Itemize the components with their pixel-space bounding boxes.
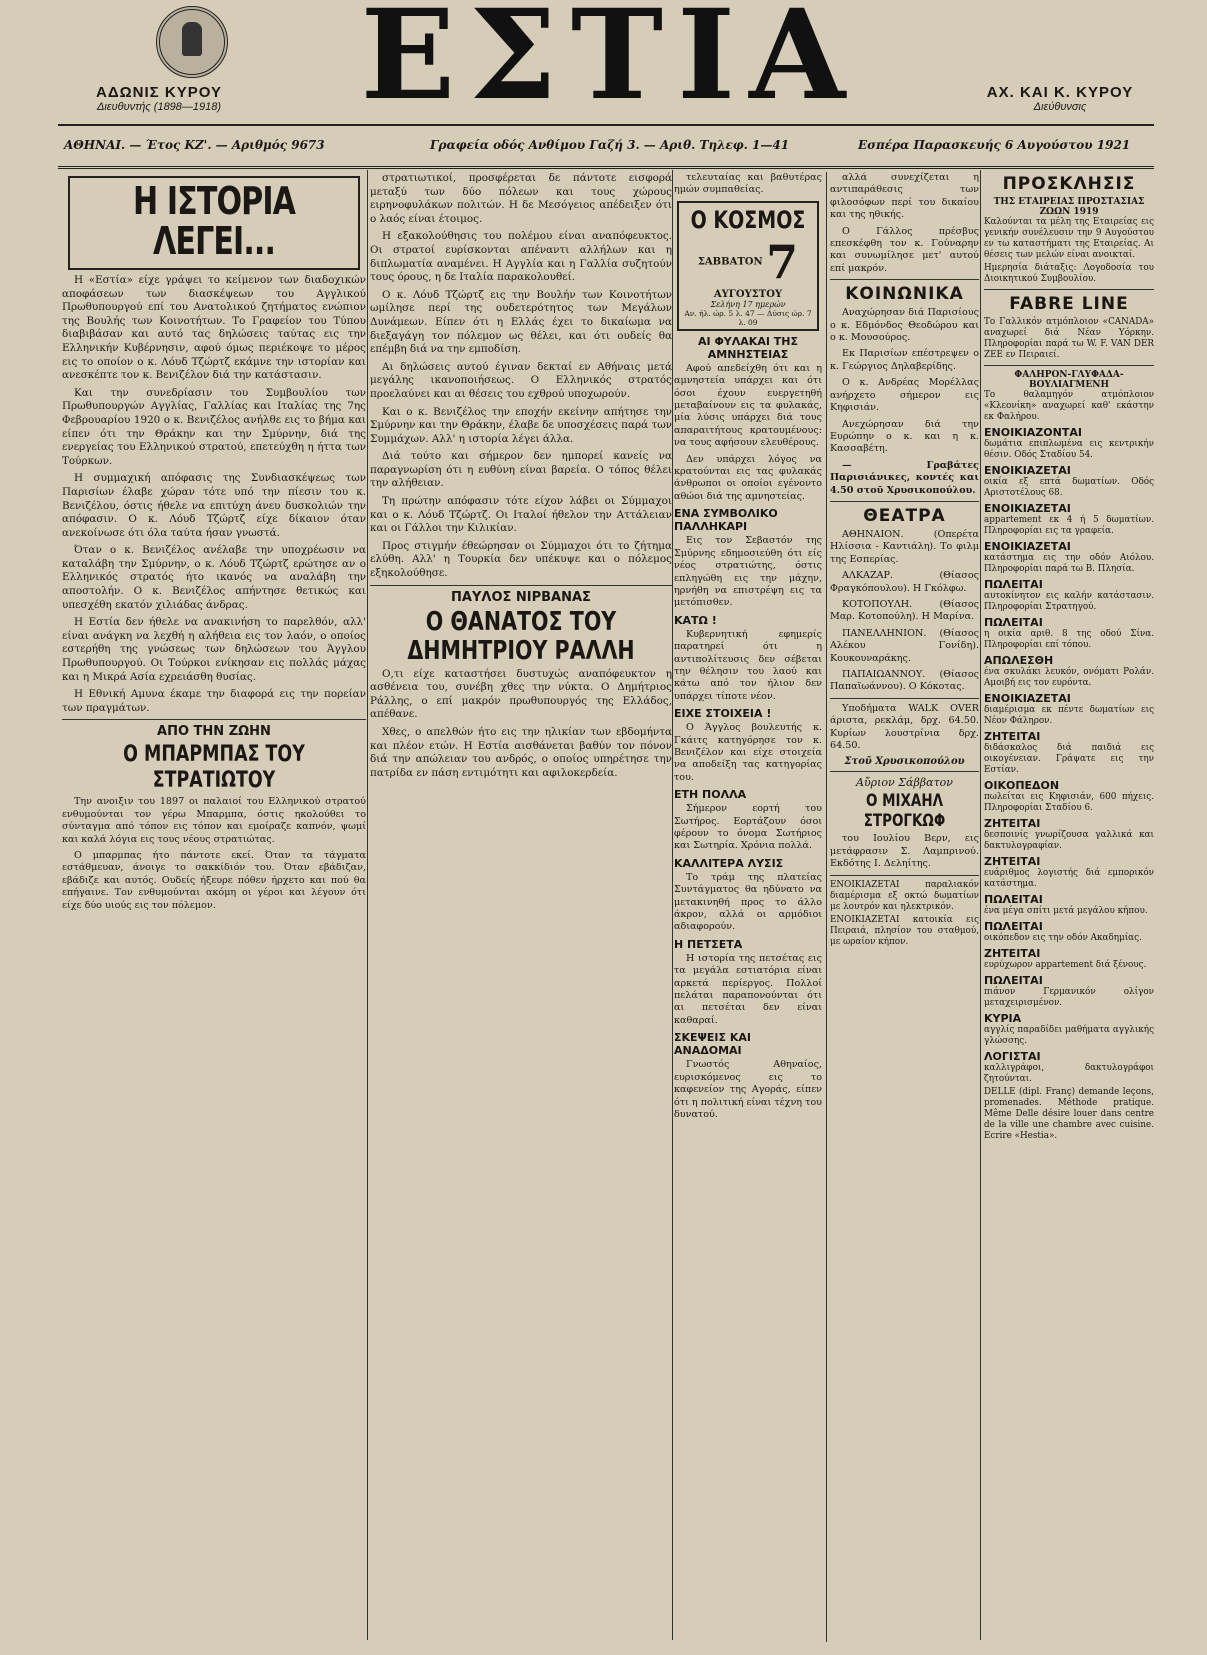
classified-ad-text: πωλείται εις Κηφισιάν, 600 πήχεις. Πληροφορίαι Σταδίου 6. [984, 792, 1154, 813]
article-paragraph: Ο κ. Λόυδ Τζώρτζ εις την Βουλήν των Κοινοτήτων ωμίλησε περί της ουδετερότητος των Μεγάλων Δυνάμεων. Είπεν ότι η Ελλάς έχει το δικαίωμα να διεξαγάγη τον πόλεμον ως θέλει, και ότι ουδείς θα επέμβη διά να την εμποδίση. [370, 288, 672, 356]
ad-notice: — Γραβάτες Παρισιάνικες, κοντές και 4.50 στοῦ Χρυσικοπούλου. [830, 459, 979, 496]
classified-ad-heading: ΠΩΛΕΙΤΑΙ [984, 893, 1043, 906]
theatre-item: ΑΘΗΝΑΙΟΝ. (Οπερέτα Ηλίσσια - Καντιάλη). Το φιλμ της Εσπερίας. [830, 528, 979, 565]
article-paragraph: Αι δηλώσεις αυτού έγιναν δεκταί εν Αθήναις μετά μεγάλης ικανοποιήσεως. Ο Ελληνικός στρατός προελαύνει και αι θέσεις του εχθρού υποχωρούν. [370, 360, 672, 400]
classified-ad: DELLE (dipl. Franç) demande leçons, promenades. Méthode pratique. Même Delle désire louer dans centre de la ville une chambre avec cuisine. Ecrire «Hestia». [984, 1087, 1154, 1141]
classified-ad-heading: ΕΝΟΙΚΙΑΖΕΤΑΙ [984, 502, 1071, 515]
theatre-item: ΚΟΤΟΠΟΥΛΗ. (Θίασος Μαρ. Κοτοπούλη). Η Μαρίνα. [830, 598, 979, 623]
article-paragraph: Προς στιγμήν έθεώρησαν οι Σύμμαχοι ότι το ζήτημα ελύθη. Αλλ' η Τουρκία δεν υπέκυψε και ο πόλεμος εξηκολούθησε. [370, 539, 672, 580]
section-heading: ΚΑΤΩ ! [674, 613, 717, 627]
classified-ad-text: οικία εξ επτά δωματίων. Οδός Αριστοτέλους 68. [984, 477, 1154, 498]
article-paragraph: Η ιστορία της πετσέτας εις τα μεγάλα εστιατόρια είναι αρκετά περίεργος. Πολλοί πελάται παραπονούνται ότι αι πετσέται δεν είναι καθαραί. [674, 952, 822, 1026]
article-paragraph: Ο Γάλλος πρέσβυς επεσκέφθη τον κ. Γούναρην και συνωμίλησε μετ' αυτού επί μακρόν. [830, 225, 979, 274]
headline-box [68, 176, 360, 270]
classified-ad-text: η οικία αριθ. 8 της οδού Σίνα. Πληροφορίαι επί τόπου. [984, 629, 1154, 650]
theatre-item: ΑΛΚΑΖΑΡ. (Θίασος Φραγκόπουλου). Η Γκόλφω. [830, 570, 979, 594]
kosmos-day-number: 7 [766, 234, 799, 289]
notice-text: Καλούνται τα μέλη της Εταιρείας εις γενικήν συνέλευσιν την 9 Αυγούστου εν τω καταστήματι της Εταιρείας. Αι θέσεις των μελών είναι ανοικταί. [984, 217, 1154, 260]
article-paragraph: Η εξακολούθησις του πολέμου είναι αναπόφευκτος. Οι στρατοί ευρίσκονται απέναντι αλλήλων και η διπλωματία αναμένει. Η Αγγλία και η Γαλλία συζητούν τους όρους, η δε Ιταλία παρακολουθεί. [370, 230, 672, 284]
section-heading: ΣΚΕΨΕΙΣ ΚΑΙ ΑΝΑΔΟΜΑΙ [674, 1031, 751, 1058]
classified-ad-heading: ΕΝΟΙΚΙΑΖΟΝΤΑΙ [984, 426, 1082, 439]
article-paragraph: Η συμμαχική απόφασις της Συνδιασκέψεως των Παρισίων έλαβε χώραν τότε υπό την πίεσιν του κ. Βενιζέλου, όστις ήθελε να επιτύχη άνευ δυσκολιών την απόφασιν. Ο κ. Λόυδ Τζώρτζ είχε δίκαιον όταν ανεκοίνωσε ότι όλα ταύτα ήσαν γνωστά. [62, 472, 366, 539]
section-heading: ΘΕΑΤΡΑ [863, 505, 946, 526]
column-1 [62, 172, 366, 1642]
article-paragraph: του Ιουλίου Βερν, εις μετάφρασιν Σ. Λαμπρινού. Εκδότης Ι. Δεληίτης. [830, 833, 979, 870]
section-heading: ΕΙΧΕ ΣΤΟΙΧΕΙΑ ! [674, 707, 772, 721]
classified-ad-heading: ΖΗΤΕΙΤΑΙ [984, 730, 1041, 743]
column-2 [370, 172, 672, 1642]
classified-ad-heading: ΕΝΟΙΚΙΑΖΕΤΑΙ [984, 464, 1071, 477]
issue-number: ΑΘΗΝΑΙ. — Έτος ΚΖ'. — Αριθμός 9673 [64, 138, 325, 152]
section-subheading: ΤΗΣ ΕΤΑΙΡΕΙΑΣ ΠΡΟΣΤΑΣΙΑΣ ΖΩΩΝ 1919 [993, 197, 1145, 217]
lead-headline: Η ΙΣΤΟΡΙΑ ΛΕΓΕΙ... [132, 179, 296, 263]
kosmos-box [677, 201, 819, 331]
classified-ad-heading: ΚΥΡΙΑ [984, 1012, 1022, 1025]
article-paragraph: Και ο κ. Βενιζέλος την εποχήν εκείνην απήτησε την Σμύρνην και την Θράκην, έλαβε δε υποσχέσεις παρά των Συμμάχων. Αλλ' η ιστορία λέγει άλλα. [370, 405, 672, 445]
notice-text: Το Γαλλικόν ατμόπλοιον «CANADA» αναχωρεί διά Νέαν Υόρκην. Πληροφορίαι παρά τω W. F. VAN DER ZEE εν Πειραιεί. [984, 317, 1154, 360]
section-heading: ΕΝΑ ΣΥΜΒΟΛΙΚΟ ΠΑΛΛΗΚΑΡΙ [674, 507, 778, 534]
classified-ad-heading: ΖΗΤΕΙΤΑΙ [984, 817, 1041, 830]
classified-ad-text: ένα σκυλάκι λευκόν, ονόματι Ρολάν. Αμοιβή εις τον ευρόντα. [984, 667, 1154, 688]
article-paragraph: Την ανοιξιν του 1897 οι παλαιοί του Ελληνικού στρατού ενθυμούνται τον γέρω Μπαρμπα, όστις ηκολούθει το σύνταγμα από τόπον εις τόπον και εμοίραζε καπνόν, ψωμί και καλά λόγια εις τους νέους στρατιώτας. [62, 796, 366, 845]
story-title: Ο ΜΠΑΡΜΠΑΣ ΤΟΥ ΣΤΡΑΤΙΩΤΟΥ [123, 742, 305, 794]
article-paragraph: Κυβερνητική εφημερίς παρατηρεί ότι η αντιπολίτευσις δεν σέβεται την θέλησιν του λαού και κάτω από τον ήλιον δεν υπάρχει τίποτε νέον. [674, 628, 822, 702]
classified-ad-text: δεσποινίς γνωρίζουσα γαλλικά και δακτυλογραφίαν. [984, 830, 1154, 851]
dateline-bar [58, 124, 1154, 169]
classified-ad-heading: ΠΩΛΕΙΤΑΙ [984, 578, 1043, 591]
kosmos-date [681, 235, 815, 300]
article-paragraph: Γνωστός Αθηναίος, ευρισκόμενος εις το καφενείον της Αγοράς, είπεν ότι η πολιτική είναι τέχνη του δυνατού. [674, 1059, 822, 1120]
serial-title: Ο ΜΙΧΑΗΛ ΣΤΡΟΓΚΩΦ [863, 791, 946, 832]
classified-ad-text: ευρύχωρον appartement διά ξένους. [984, 960, 1147, 970]
classified-ad-text: διαμέρισμα εκ πέντε δωματίων εις Νέον Φάληρον. [984, 705, 1154, 726]
classified-ad: ΕΝΟΙΚΙΑΖΕΤΑΙ παραλιακόν διαμέρισμα εξ οκτώ δωματίων με λουτρόν και ηλεκτρικόν. [830, 879, 979, 912]
classified-ad: ΕΝΟΙΚΙΑΖΕΤΑΙ κατοικία εις Πειραιά, πλησίον του σταθμού, με ωραίον κήπον. [830, 914, 979, 947]
classified-ad-text: αυτοκίνητον εις καλήν κατάστασιν. Πληροφορίαι Στρατηγού. [984, 591, 1154, 612]
article-paragraph: Ο Άγγλος βουλευτής κ. Γκάιτς κατηγόρησε τον κ. Βενιζέλον και είχε στοιχεία να αποδείξη τας κατηγορίας του. [674, 722, 822, 783]
article-paragraph: στρατιωτικοί, προσφέρεται δε πάντοτε εισφορά μεταξύ των δύο πόλεων και τους χώρους ειρηνοφυλάκων πολιτών. Η δε Μεσόγειος απέδειξεν ότι ο λαός είναι έτοιμος. [370, 172, 672, 225]
article-paragraph: Η Εθνική Αμυνα έκαμε την διαφορά εις την πορείαν των πραγμάτων. [62, 688, 366, 714]
kosmos-day: ΣΑΒΒΑΤΟΝ [697, 256, 763, 268]
office-address: Γραφεία οδός Ανθίμου Γαζή 3. — Αριθ. Τηλεφ. 1—41 [430, 138, 790, 152]
classified-ad-text: κατάστημα εις την οδόν Αιόλου. Πληροφορίαι παρά τω Β. Πλησία. [984, 553, 1154, 574]
article-paragraph: Σήμερον εορτή του Σωτήρος. Εορτάζουν όσοι φέρουν το όνομα Σωτήριος και Σωτηρία. Χρόνια πολλά. [674, 803, 822, 852]
notice-text: Το θαλαμηγόν ατμόπλοιον «Κλεονίκη» αναχωρεί καθ' εκάστην εκ Φαλήρου. [984, 390, 1154, 422]
section-heading: ΠΡΟΣΚΛΗΣΙΣ [1002, 174, 1136, 194]
classified-ad-heading: ΟΙΚΟΠΕΔΟΝ [984, 779, 1060, 792]
column-3 [674, 172, 979, 1642]
article-paragraph: Χθες, ο απελθών ήτο εις την ηλικίαν των εβδομήντα και πλέον ετών. Η Εστία αισθάνεται βαθύν τον πόνον διά την απώλειαν του ανδρός, ο οποίος υπηρέτησε την πατρίδα εν πάση εντιμότητι και αφιλοκερδεία. [370, 726, 672, 779]
classified-ads [984, 426, 1154, 1085]
classified-ad-text: αγγλίς παραδίδει μαθήματα αγγλικής γλώσσης. [984, 1025, 1154, 1046]
society-item: Εκ Παρισίων επέστρεψεν ο κ. Γεώργιος Δηλαβερίδης. [830, 348, 979, 372]
classified-ad-heading: ΛΟΓΙΣΤΑΙ [984, 1050, 1041, 1063]
article-paragraph: Δεν υπάρχει λόγος να κρατούνται εις τας φυλακάς άνθρωποι οι οποίοι εγένοντο αθώοι διά της αμνηστείας. [674, 453, 822, 502]
classified-ad-heading: ΠΩΛΕΙΤΑΙ [984, 920, 1043, 933]
ad-signature: Στοῦ Χρυσικοπούλου [844, 756, 965, 768]
theatre-item: ΠΑΠΑΙΩΑΝΝΟΥ. (Θίασος Παπαϊωάννου). Ο Κόκοτας. [830, 669, 979, 693]
classified-ad-heading: ΠΩΛΕΙΤΑΙ [984, 616, 1043, 629]
classified-ad-heading: ΕΝΟΙΚΙΑΖΕΤΑΙ [984, 692, 1071, 705]
article-paragraph: Η Εστία δεν ήθελε να ανακινήση το παρελθόν, αλλ' είναι ανάγκη να λεχθή η αλήθεια εις τον λαόν, ο οποίος εστερήθη της γνώσεως των δηλώσεων του Άγγλου Πρωθυπουργού. Οι Τούρκοι ενίκησαν εις πολλάς μάχας και η Μικρά Ασία εχρειάσθη θυσίας. [62, 616, 366, 683]
column-3a [674, 172, 822, 1642]
article-paragraph: Τη πρώτην απόφασιν τότε είχον λάβει οι Σύμμαχοι και ο κ. Λόυδ Τζώρτζ. Οι Ιταλοί ήθελον την Αττάλειαν και οι Γάλλοι την Κιλικίαν. [370, 495, 672, 535]
section-heading: ΕΤΗ ΠΟΛΛΑ [674, 788, 747, 802]
founder-block [84, 84, 234, 113]
directors-name: ΑΧ. ΚΑΙ Κ. ΚΥΡΟΥ [986, 84, 1134, 101]
section-heading: ΚΑΛΛΙΤΕΡΑ ΛΥΣΙΣ [674, 856, 784, 870]
classified-ad-heading: ΑΠΩΛΕΣΘΗ [984, 654, 1054, 667]
society-item: Ανεχώρησαν διά την Ευρώπην ο κ. και η κ. Κασσαβέτη. [830, 418, 979, 455]
section-heading: ΑΠΟ ΤΗΝ ΖΩΗΝ [157, 724, 271, 740]
classified-ad-text: πιάνον Γερμανικόν ολίγον μεταχειρισμένον. [984, 987, 1154, 1008]
article-paragraph: τελευταίας και βαθυτέρας ημών συμπαθείας. [674, 172, 822, 196]
classified-ad-text: ένα μέγα σπίτι μετά μεγάλου κήπου. [984, 906, 1148, 916]
section-heading: ΚΟΙΝΩΝΙΚΑ [845, 284, 964, 305]
author-signature: ΠΑΥΛΟΣ ΝΙΡΒΑΝΑΣ [451, 589, 591, 605]
column-3b [830, 172, 979, 1642]
directors-role: Διεύθυνσις [1033, 101, 1087, 113]
article-paragraph: Εις τον Σεβαστόν της Σμύρνης εδημοσιεύθη ότι είς νέος στρατιώτης, όστις επληγώθη εις την μάχην, ηρνήθη να επιστρέψη εις τα μετόπισθεν. [674, 535, 822, 609]
classified-ad-text: οικόπεδον εις την οδόν Ακαδημίας. [984, 933, 1142, 943]
classified-ad-heading: ΖΗΤΕΙΤΑΙ [984, 855, 1041, 868]
section-heading: ΦΑΛΗΡΟΝ-ΓΛΥΦΑΔΑ-ΒΟΥΛΙΑΓΜΕΝΗ [1014, 370, 1124, 390]
classified-ad-text: διδάσκαλος διά παιδιά εις οικογένειαν. Γράψατε εις την Εστίαν. [984, 743, 1154, 775]
classified-ad-text: appartement εκ 4 ή 5 δωματίων. Πληροφορίαι εις τα γραφεία. [984, 515, 1154, 536]
newspaper-title: ΕΣΤΙΑ [360, 0, 860, 128]
classified-ad-text: δωμάτια επιπλωμένα εις κεντρικήν θέσιν. Οδός Σταδίου 54. [984, 439, 1154, 460]
classified-ad-heading: ΠΩΛΕΙΤΑΙ [984, 974, 1043, 987]
article-paragraph: Όταν ο κ. Βενιζέλος ανέλαβε την υποχρέωσιν να καταλάβη την Σμύρνην, ο κ. Λόυδ Τζώρτζ ερώτησε αν ο Ελληνικός στρατός ήτο ικανός να αναλάβη την αποστολήν. Ο κ. Βενιζέλος απήντησε θετικώς και υπεσχέθη εκατόν χιλιάδας άνδρας. [62, 544, 366, 611]
classified-ad-text: ευάριθμος λογιστής διά εμπορικόν κατάστημα. [984, 868, 1154, 889]
classified-ad-heading: ΖΗΤΕΙΤΑΙ [984, 947, 1041, 960]
article-paragraph: Ο,τι είχε καταστήσει δυστυχώς αναπόφευκτον η ασθένεια του, συνέβη χθες την νύκτα. Ο Δημήτριος Ράλλης, ο επί μακρόν πρωθυπουργός της Ελλάδος, απέθανε. [370, 667, 672, 721]
kosmos-moon: Σελήνη 17 ημερών [710, 299, 786, 309]
article-paragraph: αλλά συνεχίζεται η αντιπαράθεσις των φιλοσόφων περί του δικαίου και της ηθικής. [830, 172, 979, 221]
founder-name: ΑΔΩΝΙΣ ΚΥΡΟΥ [96, 84, 222, 101]
classified-ad-heading: ΕΝΟΙΚΙΑΖΕΤΑΙ [984, 540, 1071, 553]
kosmos-month: ΑΥΓΟΥΣΤΟΥ [713, 288, 783, 300]
classified-ad-text: καλλιγράφοι, δακτυλογράφοι ζητούνται. [984, 1063, 1154, 1084]
section-heading: FABRE LINE [1009, 294, 1129, 314]
article-paragraph: Η «Εστία» είχε γράψει το κείμενον των διαδοχικών αποφάσεων των διασκέψεων του Αγγλικού Πρωθυπουργού επί του Ανατολικού ζητήματος ενώπιον της Βουλής των Κοινοτήτων. Το Γραφείον του Τύπου διαβιβάσαν και αυτό τας δηλώσεις ταύτας εις την Ελληνικήν Κυβέρνησιν, αφού όμως περιέκοψε το μέρος εις το οποίον ο κ. Λόυδ Τζώρτζ εκάμνε την ιστορίαν και ανεσκέπτε τον κ. Βενιζέλον διά την κατάστασιν. [62, 274, 366, 382]
obituary-title: Ο ΘΑΝΑΤΟΣ ΤΟΥ ΔΗΜΗΤΡΙΟΥ ΡΑΛΛΗ [407, 606, 635, 666]
issue-date: Εσπέρα Παρασκευής 6 Αυγούστου 1921 [858, 138, 1131, 152]
article-paragraph: Και την συνεδρίασιν του Συμβουλίου των Πρωθυπουργών Αγγλίας, Γαλλίας και Ιταλίας της 7ης Φεβρουαρίου 1920 ο κ. Βενιζέλος ανήλθε εις το βήμα και είπεν ότι την Θράκην και την Σμύρνην, διά της ενεργείας του Ελληνικού στρατού, επετεύχθη η ήττα των Τούρκων. [62, 386, 366, 467]
founder-role: Διευθυντής (1898—1918) [96, 101, 222, 113]
article-paragraph: Το τράμ της πλατείας Συντάγματος θα ηδύνατο να μετακινηθή προς το άλλο άκρον, αλλά οι αρμόδιοι αδιαφορούν. [674, 871, 822, 933]
section-heading: Η ΠΕΤΣΕΤΑ [674, 937, 743, 951]
theatre-item: ΠΑΝΕΛΛΗΝΙΟΝ. (Θίασος Αλέκου Γονίδη). Κουκουναράκης. [830, 627, 979, 664]
article-paragraph: Ο μπαρμπας ήτο πάντοτε εκεί. Όταν τα τάγματα εστάθμευαν, άνοιγε το σακκίδιόν του. Όταν εβάδιζαν, εβάδιζε και αυτός. Ουδείς ήξευρε πόθεν ήρχετο και πού θα επήγαινε. Τον ενθυμούνται ακόμη οι γέροι και λέγουν ότι είχε δύο υιούς εις τον πόλεμον. [62, 850, 366, 911]
article-paragraph: Διά τούτο και σήμερον δεν ημπορεί κανείς να παραγνωρίση ότι η ευθύνη είναι βαρεία. Ο τόπος θέλει την αλήθειαν. [370, 450, 672, 490]
ad-notice: Υποδήματα WALK OVER άριστα, ρεκλάμ, δρχ. 64.50. Κυρίων λουστρίνια δρχ. 64.50. [830, 702, 979, 752]
kosmos-sunrise: Αν. ήλ. ώρ. 5 λ. 47 — Δύσις ώρ. 7 λ. 09 [684, 308, 812, 327]
notice-text: Ημερησία διάταξις: Λογοδοσία του Διοικητικού Συμβουλίου. [984, 263, 1154, 284]
column-4 [984, 172, 1154, 1642]
kosmos-title: Ο ΚΟΣΜΟΣ [690, 205, 806, 234]
society-item: Αναχώρησαν διά Παρισίους ο κ. Εδμόνδος Θεοδώρου και ο κ. Μουσούρος. [830, 307, 979, 344]
serial-notice: Αὔριον Σάββατον [856, 776, 953, 790]
seal-emblem-icon [156, 6, 228, 78]
article-paragraph: Αφού απεδείχθη ότι και η αμνηστεία υπάρχει και ότι όσοι έχουν ευεργετηθή μεταβαίνουν εις τα φυλακάς, μία λύσις υπάρχει διά τους απαραιτήτους κρατουμένους: να τους αφήσουν ελευθέρους. [674, 362, 822, 449]
society-item: Ο κ. Ανδρέας Μορέλλας ανήρχετο σήμερον εις Κηφισιάν. [830, 377, 979, 414]
directors-block [985, 84, 1135, 113]
section-heading: ΑΙ ΦΥΛΑΚΑΙ ΤΗΣ ΑΜΝΗΣΤΕΙΑΣ [698, 334, 798, 361]
masthead [0, 0, 1207, 128]
